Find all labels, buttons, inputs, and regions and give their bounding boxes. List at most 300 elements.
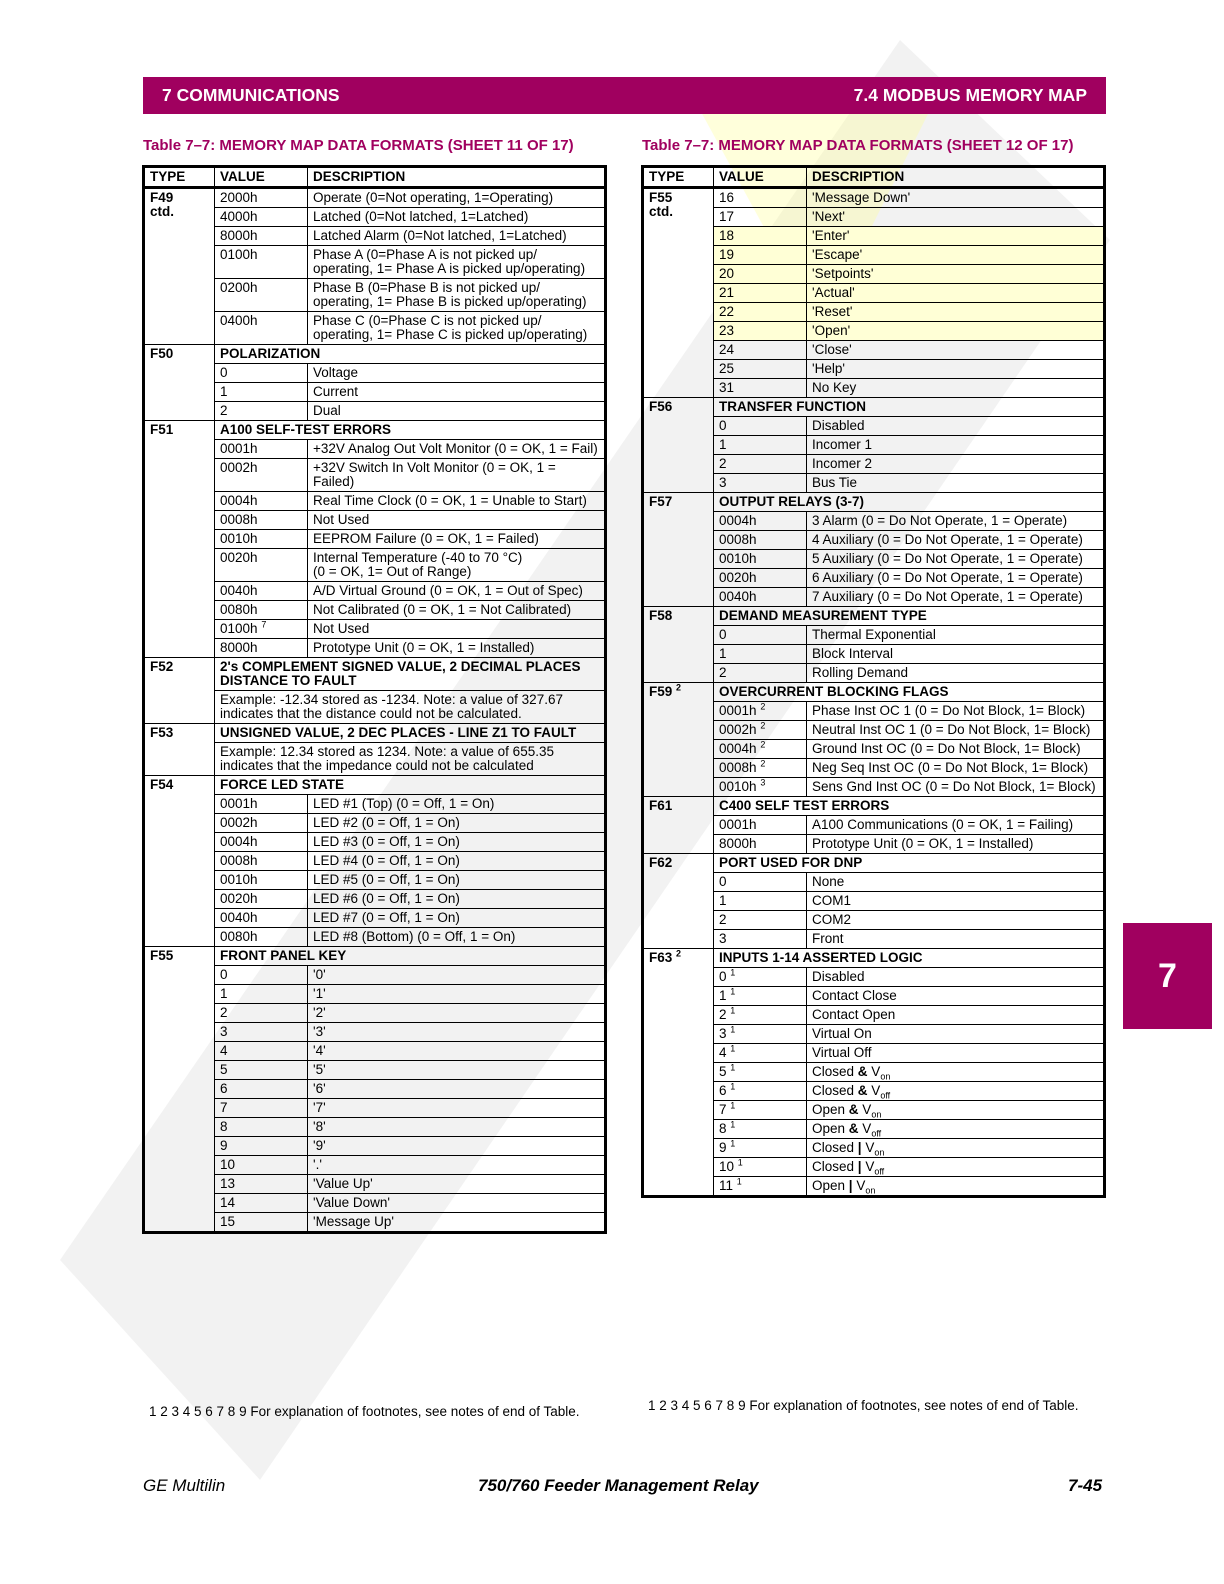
value-text: 1 xyxy=(719,893,727,908)
type-code: F56 xyxy=(649,399,673,414)
value-text: 1 xyxy=(220,986,228,1001)
description-text: Real Time Clock (0 = OK, 1 = Unable to Start) xyxy=(313,493,587,508)
description-cell xyxy=(807,303,1105,322)
group-heading-row xyxy=(144,658,606,691)
value-cell xyxy=(215,246,308,279)
description-text: Incomer 2 xyxy=(812,456,873,471)
value-cell xyxy=(714,417,807,436)
description-cell xyxy=(807,1025,1105,1044)
type-cell xyxy=(643,797,714,854)
description-text: LED #5 (0 = Off, 1 = On) xyxy=(313,872,460,887)
description-text: LED #4 (0 = Off, 1 = On) xyxy=(313,853,460,868)
value-cell xyxy=(215,1118,308,1137)
value-cell xyxy=(215,985,308,1004)
value-text: 1 xyxy=(719,437,727,452)
value-cell xyxy=(714,702,807,721)
group-heading-row xyxy=(144,724,606,743)
col-header-type: TYPE xyxy=(144,167,215,188)
description-text: Prototype Unit (0 = OK, 1 = Installed) xyxy=(313,640,535,655)
group-heading: PORT USED FOR DNP xyxy=(714,854,1105,873)
value-text: 15 xyxy=(220,1214,236,1229)
footnote-ref: 1 xyxy=(730,1119,736,1130)
description-text: Incomer 1 xyxy=(812,437,873,452)
value-text: 31 xyxy=(719,380,735,395)
description-cell xyxy=(308,620,606,639)
value-cell xyxy=(215,227,308,246)
value-cell xyxy=(714,721,807,740)
group-heading-row xyxy=(643,683,1105,702)
type-code: F55 ctd. xyxy=(649,190,674,219)
value-cell xyxy=(215,620,308,639)
value-cell xyxy=(714,1044,807,1063)
group-heading: C400 SELF TEST ERRORS xyxy=(714,797,1105,816)
value-cell xyxy=(215,459,308,492)
value-text: 7 xyxy=(719,1102,727,1117)
type-code: F51 xyxy=(150,422,174,437)
description-cell xyxy=(308,188,606,208)
description-text: Dual xyxy=(313,403,341,418)
value-text: 6 xyxy=(719,1083,727,1098)
right-table-footnote: 1 2 3 4 5 6 7 8 9 For explanation of footnotes, see notes of end of Table. xyxy=(648,1398,1079,1413)
description-cell xyxy=(308,1061,606,1080)
table-row xyxy=(643,188,1105,208)
value-text: 0010h xyxy=(719,779,757,794)
description-text: '4' xyxy=(313,1043,326,1058)
group-heading: 2's COMPLEMENT SIGNED VALUE, 2 DECIMAL PLACES DISTANCE TO FAULT xyxy=(215,658,606,691)
value-text: 16 xyxy=(719,190,735,205)
logic-operator: & xyxy=(848,1121,859,1136)
description-text: Ground Inst OC (0 = Do Not Block, 1= Block) xyxy=(812,741,1081,756)
description-cell xyxy=(807,512,1105,531)
value-text: 0020h xyxy=(220,891,258,906)
description-text: 'Close' xyxy=(812,342,852,357)
value-cell xyxy=(215,582,308,601)
description-cell xyxy=(308,1137,606,1156)
value-cell xyxy=(215,966,308,985)
type-code: F55 xyxy=(150,948,174,963)
value-cell xyxy=(714,512,807,531)
description-text: Latched (0=Not latched, 1=Latched) xyxy=(313,209,529,224)
value-cell xyxy=(714,341,807,360)
description-cell xyxy=(308,928,606,947)
description-cell xyxy=(308,890,606,909)
type-code: F61 xyxy=(649,798,673,813)
value-cell xyxy=(714,246,807,265)
value-cell xyxy=(714,835,807,854)
footer-page-number: 7-45 xyxy=(1068,1476,1103,1495)
description-text: Phase Inst OC 1 (0 = Do Not Block, 1= Block) xyxy=(812,703,1086,718)
description-text: Phase B (0=Phase B is not picked up/ operating, 1= Phase B is picked up/operating) xyxy=(313,280,587,309)
col-header-description: DESCRIPTION xyxy=(807,167,1105,188)
value-text: 0004h xyxy=(719,741,757,756)
voltage-subscript: off xyxy=(874,1166,885,1177)
description-cell xyxy=(308,601,606,620)
description-text: COM2 xyxy=(812,912,852,927)
footnote-ref: 1 xyxy=(730,1043,736,1054)
value-text: 5 xyxy=(719,1064,727,1079)
description-text: Open xyxy=(812,1178,846,1193)
description-cell xyxy=(807,987,1105,1006)
value-text: 0100h xyxy=(220,247,258,262)
value-cell xyxy=(714,379,807,398)
value-cell xyxy=(215,549,308,582)
description-cell xyxy=(807,1044,1105,1063)
description-cell xyxy=(308,1004,606,1023)
description-text: '5' xyxy=(313,1062,326,1077)
description-cell xyxy=(308,582,606,601)
value-cell xyxy=(215,1061,308,1080)
value-cell xyxy=(714,930,807,949)
description-cell xyxy=(308,814,606,833)
logic-operator: & xyxy=(857,1064,868,1079)
description-text: 'Next' xyxy=(812,209,845,224)
description-cell: Open & $V_{off}$ xyxy=(807,1120,1105,1139)
description-cell xyxy=(308,312,606,345)
type-code: F58 xyxy=(649,608,673,623)
value-cell xyxy=(714,303,807,322)
description-text: 'Actual' xyxy=(812,285,855,300)
description-cell xyxy=(308,530,606,549)
description-text: Virtual Off xyxy=(812,1045,872,1060)
value-text: 2 xyxy=(220,403,228,418)
col-header-type: TYPE xyxy=(643,167,714,188)
description-text: LED #3 (0 = Off, 1 = On) xyxy=(313,834,460,849)
description-text: 'Message Down' xyxy=(812,190,911,205)
group-heading: FORCE LED STATE xyxy=(215,776,606,795)
value-text: 0 xyxy=(719,874,727,889)
description-cell xyxy=(807,322,1105,341)
group-heading-row xyxy=(144,421,606,440)
description-text: A/D Virtual Ground (0 = OK, 1 = Out of Spec) xyxy=(313,583,583,598)
description-cell xyxy=(807,569,1105,588)
group-heading: POLARIZATION xyxy=(215,345,606,364)
value-cell xyxy=(714,208,807,227)
value-text: 18 xyxy=(719,228,735,243)
value-cell xyxy=(215,639,308,658)
value-cell xyxy=(215,364,308,383)
description-text: LED #2 (0 = Off, 1 = On) xyxy=(313,815,460,830)
value-cell xyxy=(714,1177,807,1197)
description-cell xyxy=(308,511,606,530)
description-text: Phase C (0=Phase C is not picked up/ operating, 1= Phase C is picked up/operating) xyxy=(313,313,588,342)
description-text: '2' xyxy=(313,1005,326,1020)
description-cell xyxy=(807,188,1105,208)
value-text: 11 xyxy=(719,1178,734,1193)
value-cell xyxy=(215,852,308,871)
description-cell xyxy=(807,778,1105,797)
description-text: 3 Alarm (0 = Do Not Operate, 1 = Operate) xyxy=(812,513,1068,528)
description-text: EEPROM Failure (0 = OK, 1 = Failed) xyxy=(313,531,539,546)
value-cell xyxy=(215,492,308,511)
value-text: 0200h xyxy=(220,280,258,295)
group-heading-row xyxy=(144,947,606,966)
value-cell xyxy=(714,645,807,664)
type-cell xyxy=(643,188,714,398)
value-cell xyxy=(714,1120,807,1139)
group-heading-row xyxy=(643,854,1105,873)
description-cell xyxy=(807,588,1105,607)
description-cell xyxy=(807,816,1105,835)
left-memory-map-table xyxy=(142,165,607,1234)
description-text: Not Calibrated (0 = OK, 1 = Not Calibrated) xyxy=(313,602,572,617)
type-cell xyxy=(144,345,215,421)
description-cell xyxy=(308,639,606,658)
value-cell xyxy=(215,928,308,947)
description-cell: Closed & $V_{on}$ xyxy=(807,1063,1105,1082)
value-cell xyxy=(215,312,308,345)
value-cell xyxy=(714,455,807,474)
footnote-ref: 1 xyxy=(737,1157,743,1168)
description-text: Phase A (0=Phase A is not picked up/ operating, 1= Phase A is picked up/operating) xyxy=(313,247,586,276)
value-text: 2 xyxy=(719,1007,727,1022)
description-text: Thermal Exponential xyxy=(812,627,936,642)
value-text: 14 xyxy=(220,1195,236,1210)
description-text: LED #7 (0 = Off, 1 = On) xyxy=(313,910,460,925)
type-cell xyxy=(643,607,714,683)
description-cell xyxy=(807,360,1105,379)
description-cell: Closed | $V_{on}$ xyxy=(807,1139,1105,1158)
value-text: 0004h xyxy=(220,493,258,508)
group-heading-row xyxy=(643,797,1105,816)
description-text: Closed xyxy=(812,1083,855,1098)
value-text: 4 xyxy=(719,1045,727,1060)
group-heading: OVERCURRENT BLOCKING FLAGS xyxy=(714,683,1105,702)
value-cell xyxy=(714,1139,807,1158)
value-text: 1 xyxy=(719,646,727,661)
logic-operator: | xyxy=(857,1159,862,1174)
value-text: 21 xyxy=(719,285,735,300)
value-text: 2000h xyxy=(220,190,258,205)
description-cell xyxy=(308,364,606,383)
description-text: Internal Temperature (-40 to 70 °C) (0 = OK, 1= Out of Range) xyxy=(313,550,523,579)
description-cell xyxy=(308,1194,606,1213)
value-text: 2 xyxy=(719,456,727,471)
value-text: 3 xyxy=(719,1026,727,1041)
description-cell xyxy=(807,284,1105,303)
description-cell xyxy=(308,871,606,890)
value-cell xyxy=(714,474,807,493)
type-code: F63 xyxy=(649,950,673,965)
footnote-ref: 1 xyxy=(730,1024,736,1035)
footnote-ref: 1 xyxy=(730,1100,736,1111)
footnote-ref: 2 xyxy=(676,682,682,693)
description-text: 'Value Down' xyxy=(313,1195,390,1210)
footnote-ref: 2 xyxy=(676,948,682,959)
description-cell xyxy=(308,966,606,985)
description-cell xyxy=(807,531,1105,550)
group-heading-row xyxy=(144,345,606,364)
value-text: 0 xyxy=(719,969,727,984)
description-cell xyxy=(308,833,606,852)
footer-company: GE Multilin xyxy=(143,1476,226,1495)
value-text: 3 xyxy=(719,475,727,490)
value-cell xyxy=(714,1082,807,1101)
footnote-ref: 2 xyxy=(760,701,766,712)
value-text: 0001h xyxy=(719,817,757,832)
description-cell xyxy=(807,1006,1105,1025)
description-cell xyxy=(308,1118,606,1137)
value-cell xyxy=(714,360,807,379)
value-text: 9 xyxy=(220,1138,228,1153)
description-text: 6 Auxiliary (0 = Do Not Operate, 1 = Operate) xyxy=(812,570,1083,585)
description-cell xyxy=(308,279,606,312)
table-row xyxy=(144,188,606,208)
value-cell xyxy=(215,795,308,814)
value-text: 0080h xyxy=(220,929,258,944)
description-text: '7' xyxy=(313,1100,326,1115)
description-cell xyxy=(807,968,1105,987)
type-cell xyxy=(643,683,714,797)
value-cell xyxy=(714,816,807,835)
description-text: Sens Gnd Inst OC (0 = Do Not Block, 1= Block) xyxy=(812,779,1096,794)
footnote-ref: 1 xyxy=(730,1081,736,1092)
description-text: Rolling Demand xyxy=(812,665,909,680)
description-text: 'Escape' xyxy=(812,247,863,262)
description-text: 'Open' xyxy=(812,323,851,338)
description-cell xyxy=(807,626,1105,645)
value-cell xyxy=(215,1042,308,1061)
value-cell xyxy=(215,208,308,227)
description-cell xyxy=(308,549,606,582)
description-text: '3' xyxy=(313,1024,326,1039)
value-text: 10 xyxy=(220,1157,236,1172)
value-cell xyxy=(215,1137,308,1156)
group-heading: INPUTS 1-14 ASSERTED LOGIC xyxy=(714,949,1105,968)
description-cell xyxy=(308,909,606,928)
value-text: 0002h xyxy=(719,722,757,737)
voltage-subscript: off xyxy=(871,1128,882,1139)
value-cell xyxy=(215,1194,308,1213)
footnote-ref: 1 xyxy=(730,1062,736,1073)
description-text: Virtual On xyxy=(812,1026,872,1041)
description-cell xyxy=(308,246,606,279)
value-text: 24 xyxy=(719,342,735,357)
value-text: 0040h xyxy=(220,583,258,598)
value-cell xyxy=(714,265,807,284)
type-code: F50 xyxy=(150,346,174,361)
type-code: F49 ctd. xyxy=(150,190,175,219)
col-header-value: VALUE xyxy=(714,167,807,188)
value-text: 0002h xyxy=(220,460,258,475)
description-cell xyxy=(807,721,1105,740)
description-cell xyxy=(308,402,606,421)
value-cell xyxy=(215,1175,308,1194)
value-cell xyxy=(215,530,308,549)
description-text: Closed xyxy=(812,1064,855,1079)
type-code: F57 xyxy=(649,494,673,509)
description-text: LED #1 (Top) (0 = Off, 1 = On) xyxy=(313,796,495,811)
type-cell xyxy=(144,776,215,947)
description-cell xyxy=(807,341,1105,360)
description-text: Operate (0=Not operating, 1=Operating) xyxy=(313,190,554,205)
value-text: 4000h xyxy=(220,209,258,224)
voltage-subscript: on xyxy=(874,1147,885,1158)
value-text: 0080h xyxy=(220,602,258,617)
value-cell xyxy=(215,1213,308,1233)
value-cell xyxy=(215,1099,308,1118)
description-text: 'Reset' xyxy=(812,304,853,319)
description-text: Contact Open xyxy=(812,1007,896,1022)
description-cell xyxy=(308,1099,606,1118)
description-text: Latched Alarm (0=Not latched, 1=Latched) xyxy=(313,228,567,243)
description-cell: Closed & $V_{off}$ xyxy=(807,1082,1105,1101)
value-text: 0 xyxy=(719,418,727,433)
value-text: 3 xyxy=(719,931,727,946)
description-cell xyxy=(308,1080,606,1099)
value-text: 0008h xyxy=(719,760,757,775)
description-cell xyxy=(308,985,606,1004)
description-text: +32V Analog Out Volt Monitor (0 = OK, 1 = Fail) xyxy=(313,441,598,456)
group-heading: UNSIGNED VALUE, 2 DEC PLACES - LINE Z1 TO FAULT xyxy=(215,724,606,743)
value-cell xyxy=(714,740,807,759)
value-cell xyxy=(215,279,308,312)
description-text: 'Enter' xyxy=(812,228,850,243)
value-text: 0100h xyxy=(220,621,258,636)
value-text: 10 xyxy=(719,1159,735,1174)
value-cell xyxy=(215,814,308,833)
type-code: F62 xyxy=(649,855,673,870)
value-cell xyxy=(215,511,308,530)
value-cell xyxy=(714,436,807,455)
value-text: 0001h xyxy=(719,703,757,718)
value-cell xyxy=(215,1023,308,1042)
value-cell xyxy=(215,188,308,208)
description-text: Bus Tie xyxy=(812,475,858,490)
description-cell xyxy=(807,740,1105,759)
value-cell xyxy=(215,833,308,852)
description-text: Disabled xyxy=(812,418,865,433)
description-cell xyxy=(308,1156,606,1175)
description-cell xyxy=(308,383,606,402)
value-cell xyxy=(714,322,807,341)
description-text: LED #6 (0 = Off, 1 = On) xyxy=(313,891,460,906)
description-text: Open xyxy=(812,1121,846,1136)
footnote-ref: 2 xyxy=(760,720,766,731)
footnote-ref: 2 xyxy=(760,739,766,750)
description-text: '0' xyxy=(313,967,326,982)
description-text: '6' xyxy=(313,1081,326,1096)
value-text: 17 xyxy=(719,209,735,224)
description-cell: Open & $V_{on}$ xyxy=(807,1101,1105,1120)
value-text: 5 xyxy=(220,1062,228,1077)
value-cell xyxy=(714,227,807,246)
value-text: 0020h xyxy=(220,550,258,565)
description-text: No Key xyxy=(812,380,857,395)
group-heading-row xyxy=(144,776,606,795)
description-cell xyxy=(807,208,1105,227)
value-cell xyxy=(215,440,308,459)
description-cell xyxy=(807,455,1105,474)
value-text: 0010h xyxy=(220,872,258,887)
description-text: 4 Auxiliary (0 = Do Not Operate, 1 = Operate) xyxy=(812,532,1083,547)
value-text: 0 xyxy=(220,967,228,982)
footnote-ref: 2 xyxy=(760,758,766,769)
value-text: 0001h xyxy=(220,441,258,456)
value-text: 0001h xyxy=(220,796,258,811)
description-cell xyxy=(807,436,1105,455)
value-text: 25 xyxy=(719,361,735,376)
value-cell xyxy=(215,909,308,928)
value-cell xyxy=(714,1063,807,1082)
group-heading: TRANSFER FUNCTION xyxy=(714,398,1105,417)
type-cell xyxy=(144,724,215,776)
value-cell xyxy=(714,550,807,569)
page-header xyxy=(143,77,1106,114)
value-cell xyxy=(215,871,308,890)
description-text: Closed xyxy=(812,1140,855,1155)
value-text: 2 xyxy=(719,665,727,680)
description-cell xyxy=(807,664,1105,683)
